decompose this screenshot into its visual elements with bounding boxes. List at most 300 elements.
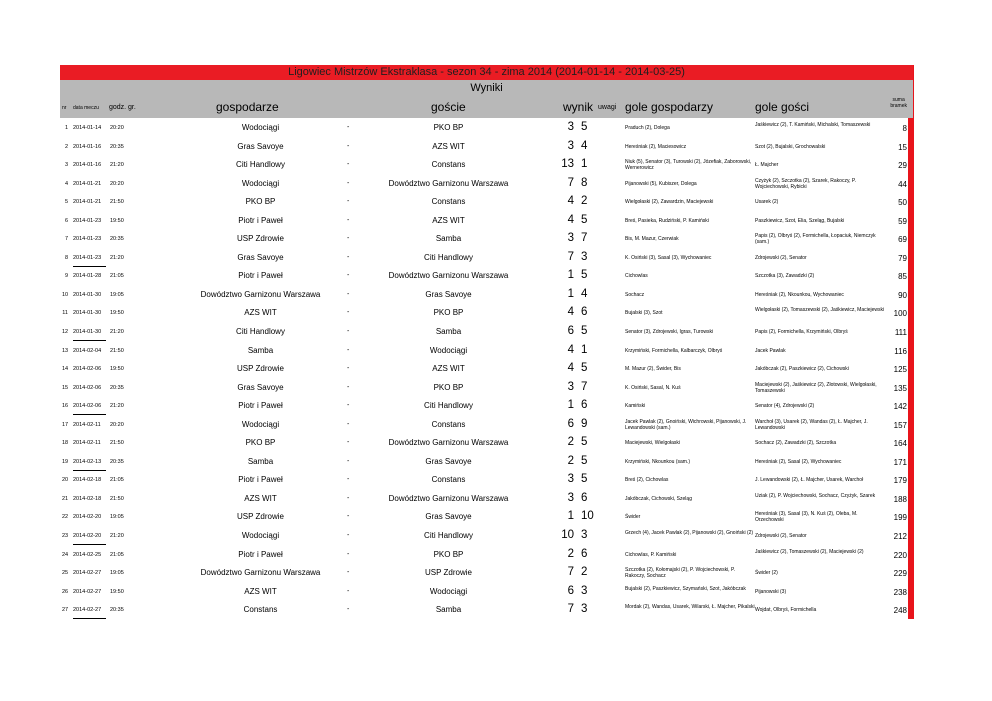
score-separator: - xyxy=(347,383,350,391)
home-team: USP Zdrowie xyxy=(237,234,284,244)
home-score: 3 xyxy=(567,232,574,245)
away-team: AZS WIT xyxy=(432,141,465,151)
away-score: 6 xyxy=(581,491,588,504)
away-team: Dowództwo Garnizonu Warszawa xyxy=(388,493,509,503)
score-separator: - xyxy=(347,290,350,298)
match-date: 2014-02-06 xyxy=(73,384,102,391)
home-scorers: Bujalski (3), Szot xyxy=(625,310,663,317)
match-number: 7 xyxy=(64,236,68,243)
away-score: 5 xyxy=(581,454,588,467)
away-team: Gras Savoye xyxy=(425,512,472,522)
goal-sum: 212 xyxy=(893,532,907,542)
match-number: 9 xyxy=(64,273,68,280)
home-score: 4 xyxy=(567,343,574,356)
header-away-goals: gole gości xyxy=(755,100,810,114)
away-score: 9 xyxy=(581,417,588,430)
home-scorers: Praduch (2), Dolega xyxy=(625,125,670,131)
away-team: Dowództwo Garnizonu Warszawa xyxy=(388,438,509,448)
goal-sum: 164 xyxy=(893,439,907,449)
match-date: 2014-01-14 xyxy=(73,125,102,131)
match-time: 19:50 xyxy=(110,366,124,373)
match-number: 17 xyxy=(62,421,69,428)
away-score: 5 xyxy=(581,269,588,282)
score-separator: - xyxy=(347,142,350,150)
away-team: Dowództwo Garnizonu Warszawa xyxy=(388,178,509,188)
home-scorers: Senator (3), Zdrojewski, Igras, Turowski xyxy=(625,329,714,336)
score-separator: - xyxy=(347,606,350,614)
table-row xyxy=(60,600,913,619)
match-date: 2014-02-25 xyxy=(73,551,102,558)
away-team: USP Zdrowie xyxy=(425,568,472,578)
table-row xyxy=(60,285,913,304)
home-team: Gras Savoye xyxy=(237,382,284,392)
away-score: 6 xyxy=(581,306,588,319)
table-row xyxy=(60,341,913,360)
away-scorers: Warchoł (3), Usarek (2), Wandas (2), Ł. Majcher, J. Lewandowski xyxy=(755,418,868,431)
match-date: 2014-02-11 xyxy=(73,440,101,447)
header-home: gospodarze xyxy=(216,100,279,114)
table-row xyxy=(60,192,913,211)
home-scorers: Kamiński xyxy=(625,403,646,410)
home-team: Samba xyxy=(247,456,274,466)
away-team: Citi Handlowy xyxy=(424,531,473,541)
home-scorers: Breś (2), Cichowlas xyxy=(625,477,669,484)
match-date: 2014-02-13 xyxy=(73,458,102,465)
table-row xyxy=(60,359,913,378)
match-date: 2014-02-27 xyxy=(73,588,102,595)
goal-sum: 69 xyxy=(898,235,907,245)
away-score: 1 xyxy=(581,343,588,356)
match-time: 21:50 xyxy=(110,347,124,354)
match-number: 14 xyxy=(62,366,69,373)
match-number: 24 xyxy=(62,551,69,558)
home-scorers: Bis, M. Mazur, Czerwiak xyxy=(625,236,679,243)
away-team: Samba xyxy=(435,605,462,615)
away-scorers: Sochacz (2), Zawadzki (2), Szczotka xyxy=(755,440,837,447)
match-number: 21 xyxy=(62,495,69,502)
table-row xyxy=(60,174,913,193)
away-scorers: Świder (2) xyxy=(755,570,778,577)
match-time: 21:20 xyxy=(110,254,124,261)
home-scorers: Pijanowski (5), Kubiszer, Dolega xyxy=(625,180,697,187)
away-score: 7 xyxy=(581,380,588,393)
home-team: Citi Handlowy xyxy=(236,327,285,337)
home-scorers: Bujalski (2), Paszkiewicz, Szymański, Szot, Jakóbczak xyxy=(625,585,746,592)
away-score: 6 xyxy=(581,399,588,412)
score-separator: - xyxy=(347,420,350,428)
away-scorers: Szot (2), Bujalski, Grochowalski xyxy=(755,143,826,150)
table-row xyxy=(60,470,913,489)
away-team: Constans xyxy=(431,419,466,429)
home-scorers: Hereśniak (2), Maciesowicz xyxy=(625,143,687,150)
home-scorers: Krzymiński, Nkounkou (sam.) xyxy=(625,458,691,465)
home-scorers: Sochacz xyxy=(625,291,645,298)
table-row xyxy=(60,303,913,322)
header-goal-sum xyxy=(890,97,907,109)
home-score: 7 xyxy=(567,250,574,263)
header-notes: uwagi xyxy=(598,104,617,111)
home-team: Constans xyxy=(243,605,278,615)
away-team: Citi Handlowy xyxy=(424,401,473,411)
home-scorers: Niuk (5), Senator (3), Turowski (2), Józefiak, Zaborowski, Wernerowicz xyxy=(625,159,752,172)
away-team: Wodociągi xyxy=(429,586,468,596)
table-row xyxy=(60,415,913,434)
away-scorers: Zdrojewski (2), Senator xyxy=(755,533,807,540)
home-score: 4 xyxy=(567,306,574,319)
match-number: 5 xyxy=(64,199,68,206)
score-separator: - xyxy=(347,365,350,373)
match-date: 2014-02-18 xyxy=(73,477,102,484)
away-scorers: Pijanowski (3) xyxy=(755,588,787,595)
home-score: 13 xyxy=(561,158,574,171)
match-number: 8 xyxy=(64,254,68,261)
goal-sum: 157 xyxy=(893,420,907,430)
match-number: 26 xyxy=(62,588,69,595)
header-sum-line1: suma xyxy=(892,97,905,103)
match-number: 4 xyxy=(64,180,68,187)
home-team: Piotr i Paweł xyxy=(238,271,283,281)
home-team: Wodociągi xyxy=(241,419,280,429)
home-team: PKO BP xyxy=(245,197,276,207)
goal-sum: 179 xyxy=(893,476,907,486)
table-row xyxy=(60,526,913,545)
home-scorers: K. Osiński (3), Sasal (3), Wychowaniec xyxy=(625,254,712,261)
home-team: Piotr i Paweł xyxy=(238,215,283,225)
away-score: 2 xyxy=(581,566,588,579)
away-score: 7 xyxy=(581,232,588,245)
home-score: 1 xyxy=(567,510,574,523)
away-scorers: Hereśniak (3), Sasal (3), N. Kuś (2), Oleba, M. Orzechowski xyxy=(755,511,858,524)
home-scorers: Breś, Pasieka, Rudziński, P. Kamiński xyxy=(625,217,709,224)
home-team: Gras Savoye xyxy=(237,141,284,151)
results-table xyxy=(60,118,913,619)
away-score: 5 xyxy=(581,473,588,486)
table-row xyxy=(60,248,913,267)
table-row xyxy=(60,452,913,471)
table-row xyxy=(60,266,913,285)
match-time: 21:20 xyxy=(110,403,124,410)
home-score: 1 xyxy=(567,269,574,282)
table-row xyxy=(60,563,913,582)
away-scorers: Czyżyk (2), Szczotka (2), Szarek, Rakoczy, P. Wojciechowski, Rybicki xyxy=(755,177,856,190)
match-date: 2014-02-04 xyxy=(73,347,102,354)
away-team: Constans xyxy=(431,197,466,207)
home-scorers: K. Osiński, Sasal, N. Kuś xyxy=(625,384,681,391)
home-scorers: Maciejewski, Wielgołaski xyxy=(625,440,681,447)
home-score: 7 xyxy=(567,566,574,579)
header-sum-line2: bramek xyxy=(890,103,907,109)
home-score: 4 xyxy=(567,195,574,208)
goal-sum: 100 xyxy=(893,309,907,319)
away-score: 3 xyxy=(581,584,588,597)
match-date: 2014-01-16 xyxy=(73,162,102,169)
match-number: 6 xyxy=(64,217,68,224)
match-time: 19:50 xyxy=(110,310,124,317)
home-team: Citi Handlowy xyxy=(236,160,285,170)
match-date: 2014-01-23 xyxy=(73,217,102,224)
score-separator: - xyxy=(347,532,350,540)
home-team: Gras Savoye xyxy=(237,252,284,262)
away-score: 5 xyxy=(581,362,588,375)
goal-sum: 229 xyxy=(893,569,907,579)
home-scorers: Jacek Pawlak (2), Gnoiński, Wichrowski, Pijanowski, J. Lewandowski (sam.) xyxy=(625,418,747,431)
match-date: 2014-02-20 xyxy=(73,514,102,521)
score-separator: - xyxy=(347,513,350,521)
away-team: Constans xyxy=(431,160,466,170)
match-date: 2014-01-23 xyxy=(73,236,102,243)
goal-sum: 90 xyxy=(898,290,907,300)
match-number: 23 xyxy=(62,533,69,540)
away-scorers: Szczotka (3), Zawadzki (2) xyxy=(755,273,815,280)
table-row xyxy=(60,433,913,452)
match-number: 11 xyxy=(62,310,68,317)
sheet-title: Ligowiec Mistrzów Ekstraklasa - sezon 34 - zima 2014 (2014-01-14 - 2014-03-25) xyxy=(60,65,913,80)
home-scorers: Wielgołaski (2), Zawardzin, Maciejewski xyxy=(625,199,714,206)
home-score: 3 xyxy=(567,491,574,504)
table-row xyxy=(60,322,913,341)
home-score: 3 xyxy=(567,121,574,133)
home-score: 3 xyxy=(567,139,574,152)
match-number: 27 xyxy=(62,607,69,614)
results-sheet xyxy=(60,65,913,619)
header-nr: nr xyxy=(62,105,67,111)
goal-sum: 135 xyxy=(893,383,907,393)
score-separator: - xyxy=(347,272,350,280)
home-scorers: Krzymiński, Formichella, Kalbarczyk, Olbryś xyxy=(625,347,723,354)
match-number: 20 xyxy=(62,477,69,484)
score-separator: - xyxy=(347,124,350,131)
score-separator: - xyxy=(347,216,350,224)
away-team: PKO BP xyxy=(433,123,464,132)
goal-sum: 116 xyxy=(894,346,907,356)
away-score: 3 xyxy=(581,529,588,542)
home-team: AZS WIT xyxy=(244,586,277,596)
match-date: 2014-02-06 xyxy=(73,366,102,373)
match-date: 2014-01-16 xyxy=(73,143,102,150)
table-row xyxy=(60,229,913,248)
match-date: 2014-02-27 xyxy=(73,570,102,577)
home-team: Dowództwo Garnizonu Warszawa xyxy=(200,289,321,299)
home-score: 2 xyxy=(567,454,574,467)
score-separator: - xyxy=(347,457,350,465)
goal-sum: 59 xyxy=(898,216,907,226)
away-scorers: Hereśniak (2), Sasal (2), Wychowaniec xyxy=(755,458,842,465)
table-row xyxy=(60,137,913,156)
match-time: 19:50 xyxy=(110,588,124,595)
table-row xyxy=(60,118,913,137)
match-time: 20:35 xyxy=(110,458,124,465)
home-team: USP Zdrowie xyxy=(237,512,284,522)
away-score: 6 xyxy=(581,547,588,560)
goal-sum: 171 xyxy=(893,457,907,467)
away-team: Citi Handlowy xyxy=(424,252,473,262)
home-team: USP Zdrowie xyxy=(237,364,284,374)
match-date: 2014-02-27 xyxy=(73,607,102,614)
score-separator: - xyxy=(347,550,350,558)
home-score: 3 xyxy=(567,473,574,486)
match-time: 19:05 xyxy=(110,570,124,577)
table-row xyxy=(60,211,913,230)
score-separator: - xyxy=(347,402,350,410)
home-score: 4 xyxy=(567,362,574,375)
away-score: 4 xyxy=(581,139,588,152)
table-row xyxy=(60,155,913,174)
match-time: 19:50 xyxy=(110,217,124,224)
away-scorers: Jakóbczak (2), Paszkiewicz (2), Cichowski xyxy=(755,366,849,373)
match-number: 25 xyxy=(62,570,69,577)
away-score: 1 xyxy=(581,158,588,171)
home-score: 6 xyxy=(567,417,574,430)
goal-sum: 44 xyxy=(898,179,907,189)
home-scorers: Szczotka (2), Kołomajski (2), P. Wojciechowski, P. Rakoczy, Sochacz xyxy=(625,567,736,580)
match-number: 15 xyxy=(62,384,69,391)
away-scorers: Maciejewski (2), Jaśkiewicz (2), Złotowski, Wielgołaski, Tomaszewski xyxy=(755,381,877,394)
match-time: 19:05 xyxy=(110,514,124,521)
away-scorers: Papis (2), Formichella, Krzymiński, Olbryś xyxy=(755,329,848,336)
away-team: Gras Savoye xyxy=(425,289,472,299)
match-date: 2014-02-06 xyxy=(73,403,102,410)
match-number: 10 xyxy=(62,291,69,298)
home-team: Dowództwo Garnizonu Warszawa xyxy=(200,568,321,578)
home-team: Piotr i Paweł xyxy=(238,475,283,485)
away-scorers: Ł. Majcher xyxy=(755,162,779,169)
match-number: 18 xyxy=(62,440,69,447)
away-team: Constans xyxy=(431,475,466,485)
home-score: 7 xyxy=(567,176,574,189)
match-time: 21:50 xyxy=(110,199,124,206)
table-row xyxy=(60,396,913,415)
match-time: 20:35 xyxy=(110,607,124,614)
goal-sum: 8 xyxy=(902,124,907,133)
home-score: 7 xyxy=(567,603,574,616)
header-time: godz. xyxy=(109,104,127,111)
home-score: 2 xyxy=(567,436,574,449)
goal-sum: 188 xyxy=(893,494,907,504)
home-score: 6 xyxy=(567,584,574,597)
match-time: 21:05 xyxy=(110,273,124,280)
match-date: 2014-01-30 xyxy=(73,291,102,298)
match-number: 12 xyxy=(62,329,69,336)
score-separator: - xyxy=(347,569,350,577)
score-separator: - xyxy=(347,587,350,595)
away-scorers: Usarek (2) xyxy=(755,199,779,206)
home-team: Piotr i Paweł xyxy=(238,549,283,559)
table-row xyxy=(60,378,913,397)
away-score: 5 xyxy=(581,121,588,133)
table-row xyxy=(60,582,913,601)
goal-sum: 79 xyxy=(898,253,907,263)
header-bar xyxy=(60,80,913,118)
away-scorers: J. Lewandowski (2), Ł. Majcher, Usarek, Warchoł xyxy=(755,477,864,484)
home-team: Wodociągi xyxy=(241,123,280,132)
score-separator: - xyxy=(347,494,350,502)
header-group: gr. xyxy=(128,104,136,111)
header-score: wynik xyxy=(563,100,594,114)
home-score: 3 xyxy=(567,380,574,393)
away-team: Samba xyxy=(435,234,462,244)
match-date: 2014-01-21 xyxy=(73,180,102,187)
date-underline xyxy=(73,618,106,619)
away-team: AZS WIT xyxy=(432,364,465,374)
away-score: 3 xyxy=(581,250,588,263)
home-team: Samba xyxy=(247,345,274,355)
home-team: AZS WIT xyxy=(244,308,277,318)
away-score: 5 xyxy=(581,213,588,226)
home-team: PKO BP xyxy=(245,438,276,448)
score-separator: - xyxy=(347,309,350,317)
match-time: 21:50 xyxy=(110,440,124,447)
match-number: 3 xyxy=(64,162,68,169)
home-scorers: Świder xyxy=(625,514,641,521)
match-time: 20:20 xyxy=(110,125,124,131)
away-team: PKO BP xyxy=(433,382,464,392)
away-scorers: Wielgołaski (2), Tomaszewski (2), Jaśkiewicz, Maciejewski xyxy=(755,307,885,314)
home-team: AZS WIT xyxy=(244,493,277,503)
match-time: 20:35 xyxy=(110,384,124,391)
score-separator: - xyxy=(347,346,350,354)
goal-sum: 85 xyxy=(898,272,907,282)
goal-sum: 29 xyxy=(898,161,907,171)
score-separator: - xyxy=(347,198,350,206)
header-date: data meczu xyxy=(73,105,99,111)
home-team: Wodociągi xyxy=(241,178,280,188)
away-scorers: Senator (4), Zdrojewski (2) xyxy=(755,403,815,410)
match-time: 21:20 xyxy=(110,533,124,540)
home-scorers: Cichowlas, P. Kamiński xyxy=(625,551,677,558)
away-scorers: Zdrojewski (2), Senator xyxy=(755,254,807,261)
match-date: 2014-01-21 xyxy=(73,199,102,206)
match-date: 2014-01-30 xyxy=(73,310,102,317)
goal-sum: 15 xyxy=(898,142,907,152)
score-separator: - xyxy=(347,439,350,447)
away-scorers: Jaśkiewicz (2), T. Kamiński, Michalski, Tomaszewski xyxy=(755,122,871,128)
away-score: 3 xyxy=(581,603,588,616)
away-scorers: Wojdat, Olbryś, Formichella xyxy=(755,607,817,614)
away-team: Dowództwo Garnizonu Warszawa xyxy=(388,271,509,281)
match-date: 2014-02-20 xyxy=(73,533,102,540)
match-time: 19:05 xyxy=(110,291,124,298)
score-separator: - xyxy=(347,235,350,243)
home-scorers: Mordak (2), Wandas, Usarek, Wilarski, Ł. Majcher, Pikalski xyxy=(625,604,755,611)
home-team: Wodociągi xyxy=(241,531,280,541)
home-score: 1 xyxy=(567,399,574,412)
header-away: goście xyxy=(431,100,466,114)
away-team: PKO BP xyxy=(433,549,464,559)
table-row xyxy=(60,545,913,564)
away-scorers: Jaśkiewicz (2), Tomaszewski (2), Maciejewski (2) xyxy=(755,548,864,555)
match-time: 20:20 xyxy=(110,180,124,187)
away-score: 4 xyxy=(581,287,588,300)
match-number: 1 xyxy=(64,125,68,131)
sheet-subtitle: Wyniki xyxy=(470,82,503,94)
away-team: AZS WIT xyxy=(432,215,465,225)
score-separator: - xyxy=(347,328,350,336)
match-number: 16 xyxy=(62,403,69,410)
home-scorers: Cichowlas xyxy=(625,273,648,280)
away-team: Samba xyxy=(435,327,462,337)
score-separator: - xyxy=(347,179,350,187)
table-row xyxy=(60,489,913,508)
match-date: 2014-01-30 xyxy=(73,329,102,336)
goal-sum: 50 xyxy=(898,198,907,208)
away-score: 8 xyxy=(581,176,588,189)
home-scorers: M. Mazur (2), Świder, Bis xyxy=(625,366,681,373)
goal-sum: 142 xyxy=(893,402,907,412)
away-team: Wodociągi xyxy=(429,345,468,355)
match-time: 21:05 xyxy=(110,551,124,558)
match-time: 20:20 xyxy=(110,421,124,428)
away-score: 2 xyxy=(581,195,588,208)
